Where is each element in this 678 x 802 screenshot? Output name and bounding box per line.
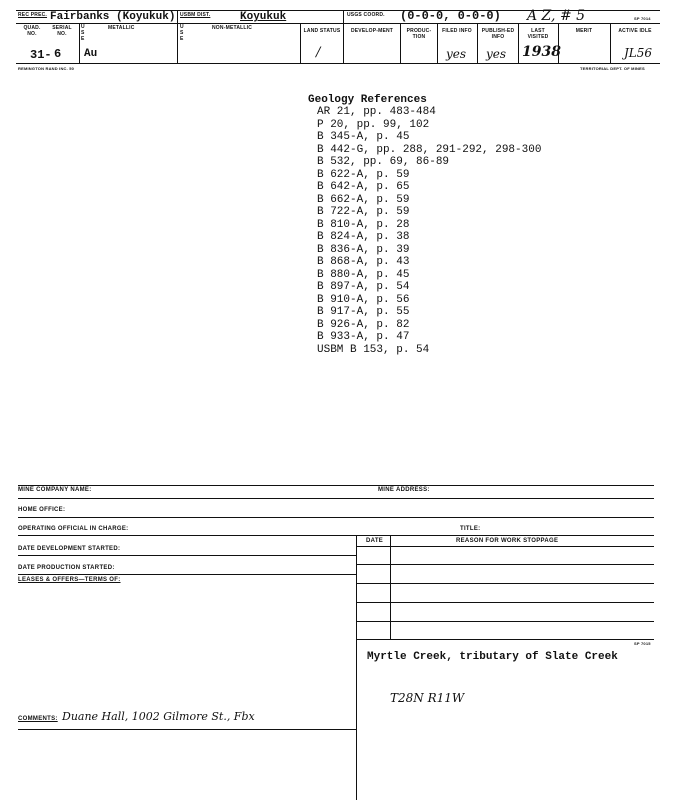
row-last-visited: 1938 xyxy=(522,44,561,60)
department-credit: TERRITORIAL DEPT. OF MINES xyxy=(580,66,645,71)
township-range: T28N R11W xyxy=(390,691,465,705)
header-divider xyxy=(177,10,178,63)
header-divider xyxy=(477,23,478,63)
geology-reference: AR 21, pp. 483-484 xyxy=(317,106,436,118)
rec-prec-value: Fairbanks (Koyukuk) xyxy=(50,11,176,23)
lower-form-divider xyxy=(356,535,357,800)
geology-reference: P 20, pp. 99, 102 xyxy=(317,118,430,131)
lower-form-rule xyxy=(18,498,654,499)
lower-form-rule xyxy=(18,555,356,556)
row-active-idle: JL56 xyxy=(624,46,653,60)
col-production: PRODUC-TION xyxy=(406,28,432,40)
row-published-info: yes xyxy=(486,47,507,61)
geology-title: Geology References xyxy=(308,94,427,106)
comments-rule xyxy=(18,729,356,730)
geology-reference: B 824-A, p. 38 xyxy=(317,231,410,243)
operating-official-label: OPERATING OFFICIAL IN CHARGE: xyxy=(18,526,129,532)
row-serial-no: 6 xyxy=(54,47,62,61)
stoppage-row-rule xyxy=(356,564,654,565)
lower-form-rule xyxy=(18,517,654,518)
stoppage-row-rule xyxy=(356,583,654,584)
rec-prec-label: REC PREC. xyxy=(18,12,48,18)
geology-reference: B 662-A, p. 59 xyxy=(317,193,410,206)
geology-reference: B 917-A, p. 55 xyxy=(317,306,410,318)
location-text: Myrtle Creek, tributary of Slate Creek xyxy=(367,651,618,663)
usgs-coord-value: (0-0-0, 0-0-0) xyxy=(400,9,501,23)
handwritten-code: A Z, # 5 xyxy=(527,8,586,24)
geology-reference: B 868-A, p. 43 xyxy=(317,256,410,268)
header-bottom-rule xyxy=(16,63,660,64)
geology-reference: B 836-A, p. 39 xyxy=(317,243,410,256)
stoppage-row-rule xyxy=(356,602,654,603)
geology-reference: B 642-A, p. 65 xyxy=(317,181,410,193)
reason-column-header: REASON FOR WORK STOPPAGE xyxy=(456,538,559,544)
header-divider xyxy=(343,10,344,63)
col-published-info: PUBLISH-ED INFO xyxy=(481,28,515,40)
header-divider xyxy=(400,23,401,63)
geology-reference: B 345-A, p. 45 xyxy=(317,131,410,143)
header-divider xyxy=(79,23,80,63)
header-divider xyxy=(300,23,301,63)
geology-reference: B 532, pp. 69, 86-89 xyxy=(317,156,450,168)
lower-form-rule xyxy=(18,574,356,575)
date-development-label: DATE DEVELOPMENT STARTED: xyxy=(18,546,121,552)
home-office-label: HOME OFFICE: xyxy=(18,507,66,513)
geology-reference: B 910-A, p. 56 xyxy=(317,293,410,306)
col-quad-no: QUAD. NO. xyxy=(23,25,41,37)
col-metallic: METALLIC xyxy=(108,25,135,31)
row-quad-no: 31- xyxy=(30,48,52,62)
col-metallic-prefix: U S E xyxy=(81,24,85,42)
lower-form-rule xyxy=(18,485,654,486)
col-serial-no: SERIAL NO. xyxy=(52,25,72,37)
printer-credit: REMINGTON RAND INC. 50 xyxy=(18,66,75,71)
usgs-coord-label: USGS COORD. xyxy=(347,12,385,18)
col-merit: MERIT xyxy=(575,28,593,34)
geology-reference: B 722-A, p. 59 xyxy=(317,206,410,218)
row-land-status: / xyxy=(316,45,321,60)
geology-reference: B 810-A, p. 28 xyxy=(317,218,410,231)
col-last-visited: LAST VISITED xyxy=(527,28,549,40)
stoppage-row-rule xyxy=(356,621,654,622)
usbm-dist-label: USBM DIST. xyxy=(180,12,211,18)
comments-value: Duane Hall, 1002 Gilmore St., Fbx xyxy=(62,710,255,723)
date-production-label: DATE PRODUCTION STARTED: xyxy=(18,565,115,571)
geology-reference: B 933-A, p. 47 xyxy=(317,331,410,343)
geology-reference: B 897-A, p. 54 xyxy=(317,281,410,293)
row-metallic: Au xyxy=(84,48,98,60)
mine-address-label: MINE ADDRESS: xyxy=(378,487,430,493)
lower-form-number: SP 7015 xyxy=(634,641,651,646)
col-filed-info: FILED INFO xyxy=(442,28,472,34)
header-divider xyxy=(610,23,611,63)
form-number: SP 7014 xyxy=(634,16,651,21)
date-column-header: DATE xyxy=(366,538,384,544)
lower-form-rule xyxy=(18,535,654,536)
col-land-status: LAND STATUS xyxy=(303,28,341,34)
geology-reference: B 880-A, p. 45 xyxy=(317,268,410,281)
col-active-idle: ACTIVE IDLE xyxy=(618,28,652,34)
geology-reference: B 442-G, pp. 288, 291-292, 298-300 xyxy=(317,143,542,156)
stoppage-row-rule xyxy=(356,639,654,640)
usbm-dist-value: Koyukuk xyxy=(240,11,287,23)
title-label: TITLE: xyxy=(460,526,481,532)
leases-label: LEASES & OFFERS—TERMS OF: xyxy=(18,577,121,583)
col-development: DEVELOP-MENT xyxy=(350,28,394,34)
stoppage-header-rule xyxy=(356,546,654,547)
row-filed-info: yes xyxy=(446,47,467,61)
date-column-divider xyxy=(390,535,391,639)
mine-company-name-label: MINE COMPANY NAME: xyxy=(18,487,92,493)
geology-reference: USBM B 153, p. 54 xyxy=(317,343,430,356)
header-divider xyxy=(518,23,519,63)
col-nonmetallic-prefix: U S E xyxy=(180,24,184,42)
geology-reference-list xyxy=(317,106,541,356)
geology-reference: B 926-A, p. 82 xyxy=(317,318,410,331)
comments-label: COMMENTS: xyxy=(18,716,58,722)
header-divider xyxy=(437,23,438,63)
col-nonmetallic: NON-METALLIC xyxy=(212,25,253,31)
geology-reference: B 622-A, p. 59 xyxy=(317,168,410,181)
